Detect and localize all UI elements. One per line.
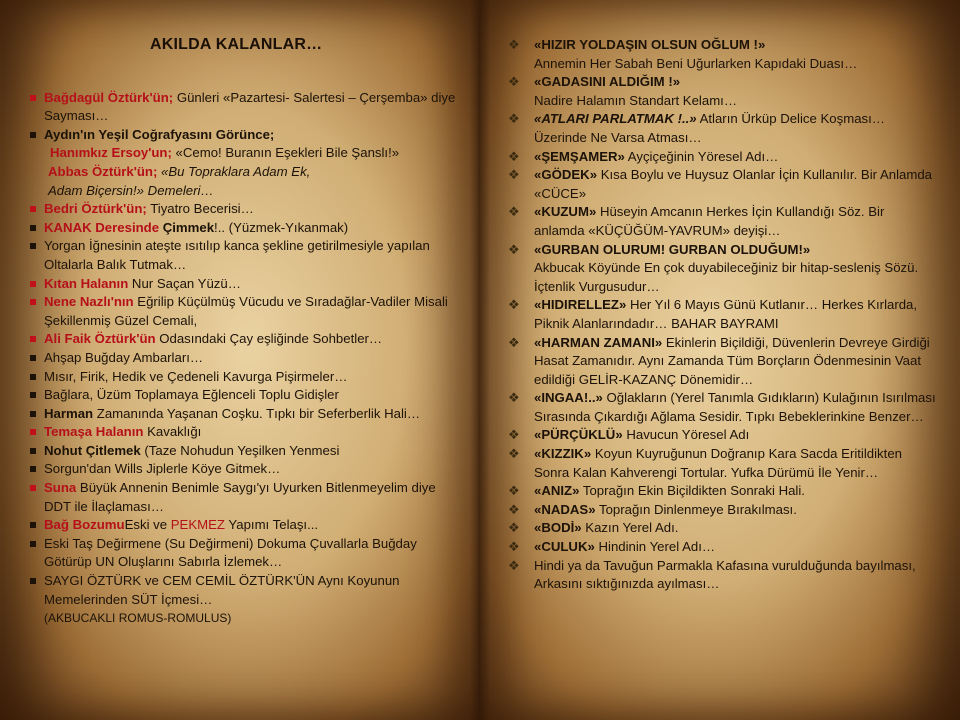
memory-text: Bağlara, Üzüm Toplamaya Eğlenceli Toplu Gidişler xyxy=(44,387,339,403)
diamond-bullet-icon: ❖ xyxy=(508,501,520,517)
memory-text: Ahşap Buğday Ambarları… xyxy=(44,349,204,365)
memory-text: Mısır, Firik, Hedik ve Çedeneli Kavurga Pişirmeler… xyxy=(44,368,348,384)
glossary-item xyxy=(508,482,938,501)
glossary-term: «GÖDEK» xyxy=(534,167,598,183)
memory-item xyxy=(30,516,462,535)
memory-item xyxy=(30,200,462,219)
glossary-item xyxy=(508,445,938,482)
memory-text: Odasındaki Çay eşliğinde Sohbetler… xyxy=(155,331,383,347)
glossary-term: «ŞEMŞAMER» xyxy=(534,148,625,164)
memory-text: Yapımı Telaşı... xyxy=(225,517,319,533)
memory-item xyxy=(30,219,462,238)
glossary-definition: Hindi ya da Tavuğun Parmakla Kafasına vurulduğunda bayılması, Arkasını sıktığınızda ayılması… xyxy=(534,557,916,592)
glossary-definition: Toprağın Dinlenmeye Bırakılması. xyxy=(595,501,797,517)
glossary-definition: Koyun Kuyruğunun Doğranıp Kara Sacda Eritildikten Sonra Kalan Kahverengi Tortular. Yufka Dürümü İle Yenir… xyxy=(534,446,902,480)
memory-text: Sorgun'dan Wills Jiplerle Köye Gitmek… xyxy=(44,461,281,477)
memory-item xyxy=(30,442,462,461)
memory-item xyxy=(30,89,462,126)
memory-item xyxy=(30,405,462,424)
diamond-bullet-icon: ❖ xyxy=(508,390,520,406)
memory-text: (Taze Nohudun Yeşilken Yenmesi xyxy=(140,442,340,458)
glossary-term: «ANIZ» xyxy=(534,483,580,499)
glossary-term: «HIZIR YOLDAŞIN OLSUN OĞLUM !» xyxy=(534,37,766,52)
memory-item xyxy=(30,479,462,516)
memory-text: Bağ Bozumu xyxy=(44,517,125,533)
glossary-definition: Hüseyin Amcanın Herkes İçin Kullandığı Söz. Bir anlamda «KÜÇÜĞÜM-YAVRUM» deyişi… xyxy=(534,204,885,238)
memory-item xyxy=(30,535,462,572)
memory-item xyxy=(30,275,462,294)
glossary-item xyxy=(508,501,938,520)
glossary-item xyxy=(508,389,938,426)
memory-text: Harman xyxy=(44,405,94,421)
diamond-bullet-icon: ❖ xyxy=(508,483,520,499)
memory-item xyxy=(30,182,462,201)
memory-text: Adam Biçersin!» Demeleri… xyxy=(48,182,214,198)
glossary-definition: Havucun Yöresel Adı xyxy=(622,427,750,443)
diamond-bullet-icon: ❖ xyxy=(508,74,520,90)
glossary-item xyxy=(508,73,938,110)
diamond-bullet-icon: ❖ xyxy=(508,167,520,183)
memory-text: Abbas Öztürk'ün; xyxy=(48,163,158,179)
glossary-definition: Her Yıl 6 Mayıs Günü Kutlanır… Herkes Kırlarda, Piknik Alanlarındadır… BAHAR BAYRAMI xyxy=(534,297,918,331)
memory-text: Çimmek xyxy=(162,219,215,235)
glossary-definition: Oğlakların (Yerel Tanımla Gıdıkların) Kulağının Isırılması Sırasında Çıkardığı Ağlama Sesidir. Tıpkı Bebeklerinkine Benzer… xyxy=(534,390,936,424)
memory-text: Tiyatro Becerisi… xyxy=(146,201,254,217)
memory-item xyxy=(30,423,462,442)
glossary-item xyxy=(508,203,938,240)
glossary-term: «HIDIRELLEZ» xyxy=(534,297,627,313)
diamond-bullet-icon: ❖ xyxy=(508,334,520,350)
glossary-item xyxy=(508,334,938,390)
memory-text: Kavaklığı xyxy=(143,424,202,440)
glossary-term: «NADAS» xyxy=(534,501,596,517)
memory-text: !.. (Yüzmek-Yıkanmak) xyxy=(214,219,349,235)
memory-text: Kıtan Halanın xyxy=(44,275,129,291)
memory-item xyxy=(30,144,462,163)
diamond-bullet-icon: ❖ xyxy=(508,297,520,313)
left-page-content xyxy=(30,36,462,628)
glossary-definition: Toprağın Ekin Biçildikten Sonraki Hali. xyxy=(579,483,805,499)
diamond-bullet-icon: ❖ xyxy=(508,446,520,462)
memories-list xyxy=(30,89,462,610)
glossary-item xyxy=(508,36,938,73)
memory-text: Temaşa Halanın xyxy=(44,424,144,440)
memory-text: Ali Faik Öztürk'ün xyxy=(44,331,156,347)
glossary-term: «KIZZIK» xyxy=(534,446,592,462)
glossary-item xyxy=(508,110,938,147)
memory-text: Eğrilip Küçülmüş Vücudu ve Sıradağlar-Vadiler Misali Şekillenmiş Güzel Cemali, xyxy=(44,294,448,328)
memory-text: Eski xyxy=(124,517,154,533)
glossary-term: «GADASINI ALDIĞIM !» xyxy=(534,74,681,90)
glossary-definition: Atların Ürküp Delice Koşması… Üzerinde Ne Varsa Atması… xyxy=(534,111,885,145)
glossary-term: «CULUK» xyxy=(534,539,595,555)
glossary-definition: Hindinin Yerel Adı… xyxy=(594,539,716,555)
memory-text: PEKMEZ xyxy=(170,517,225,533)
glossary-item xyxy=(508,426,938,445)
memory-item xyxy=(30,572,462,609)
glossary-item xyxy=(508,241,938,297)
glossary-definition: Ayçiçeğinin Yöresel Adı… xyxy=(624,148,779,164)
glossary-item xyxy=(508,519,938,538)
memory-item xyxy=(30,386,462,405)
memory-text: KANAK Deresinde xyxy=(44,219,163,235)
glossary-definition: Kazın Yerel Adı. xyxy=(581,520,679,536)
memory-item xyxy=(30,460,462,479)
memory-text: Nene Nazlı'nın xyxy=(44,294,134,310)
glossary-item xyxy=(508,166,938,203)
memory-text: Zamanında Yaşanan Coşku. Tıpkı bir Seferberlik Hali… xyxy=(93,405,421,421)
memory-text: Aydın'ın Yeşil Coğrafyasını Görünce; xyxy=(44,126,275,142)
glossary-definition: Akbucak Köyünde En çok duyabileceğiniz bir hitap-sesleniş Sözü. İçtenlik Vurgusudur… xyxy=(534,260,919,294)
page-title: AKILDA KALANLAR… xyxy=(150,36,323,53)
memory-item xyxy=(30,368,462,387)
glossary-term: «BODİ» xyxy=(534,520,582,536)
memory-text: Eski Taş Değirmene (Su Değirmeni) Dokuma Çuvallarla Buğday Götürüp UN Oluşlarını Sabırla İzlemek… xyxy=(44,535,417,570)
memory-text: Nur Saçan Yüzü… xyxy=(128,275,241,291)
glossary-item xyxy=(508,148,938,167)
memory-item xyxy=(30,126,462,145)
diamond-bullet-icon: ❖ xyxy=(508,37,520,52)
diamond-bullet-icon: ❖ xyxy=(508,241,520,257)
memory-text: Bedri Öztürk'ün; xyxy=(44,201,147,217)
memory-text: Suna xyxy=(44,480,77,496)
memory-item xyxy=(30,237,462,274)
glossary-term: «INGAA!..» xyxy=(534,390,603,406)
memory-text: SAYGI ÖZTÜRK ve CEM CEMİL ÖZTÜRK'ÜN Aynı Koyunun Memelerinden SÜT İçmesi… xyxy=(44,573,400,607)
memory-text: Büyük Annenin Benimle Saygı'yı Uyurken Bitlenmeyelim diye DDT ile İlaçlaması… xyxy=(44,480,436,514)
glossary-definition: Ekinlerin Biçildiği, Düvenlerin Devreye Girdiği Hasat Zamanıdır. Aynı Zamanda Tüm Borçların Ödenmesinin Vaat edildiği GELİR-KAZANÇ Dönemidir… xyxy=(534,334,930,387)
glossary-definition: Nadire Halamın Standart Kelamı… xyxy=(534,92,738,108)
glossary-list xyxy=(508,36,938,594)
memory-text: «Bu Topraklara Adam Ek, xyxy=(157,163,311,179)
memory-text: Nohut Çitlemek xyxy=(44,442,141,458)
glossary-definition: Annemin Her Sabah Beni Uğurlarken Kapıdaki Duası… xyxy=(534,55,858,71)
memory-text: Hanımkız Ersoy'un; xyxy=(50,145,172,161)
glossary-term: «ATLARI PARLATMAK !..» xyxy=(534,111,697,127)
memory-item xyxy=(30,163,462,182)
memory-text: Günleri «Pazartesi- Salertesi – Çerşemba» diye Sayması… xyxy=(44,89,456,124)
diamond-bullet-icon: ❖ xyxy=(508,204,520,220)
signature: (AKBUCAKLI ROMUS-ROMULUS) xyxy=(44,611,232,626)
memory-text: Bağdagül Öztürk'ün; xyxy=(44,89,174,105)
glossary-term: «KUZUM» xyxy=(534,204,597,220)
glossary-item xyxy=(508,296,938,333)
glossary-item xyxy=(508,557,938,594)
glossary-definition: Kısa Boylu ve Huysuz Olanlar İçin Kullanılır. Bir Anlamda «CÜCE» xyxy=(534,167,932,201)
memory-text: «Cemo! Buranın Eşekleri Bile Şanslı!» xyxy=(171,145,400,161)
glossary-item xyxy=(508,538,938,557)
diamond-bullet-icon: ❖ xyxy=(508,111,520,127)
diamond-bullet-icon: ❖ xyxy=(508,148,520,164)
diamond-bullet-icon: ❖ xyxy=(508,557,520,573)
memory-text: Yorgan İğnesinin ateşte ısıtılıp kanca şekline getirilmesiyle yapılan Oltalarla Balık Tutmak… xyxy=(44,238,430,272)
glossary-term: «HARMAN ZAMANI» xyxy=(534,334,663,350)
diamond-bullet-icon: ❖ xyxy=(508,427,520,443)
book-spine xyxy=(470,0,490,720)
glossary-term: «GURBAN OLURUM! GURBAN OLDUĞUM!» xyxy=(534,241,811,257)
memory-item xyxy=(30,293,462,330)
right-page-content xyxy=(508,36,938,594)
diamond-bullet-icon: ❖ xyxy=(508,520,520,536)
memory-item xyxy=(30,349,462,368)
diamond-bullet-icon: ❖ xyxy=(508,539,520,555)
memory-item xyxy=(30,330,462,349)
glossary-term: «PÜRÇÜKLÜ» xyxy=(534,427,623,443)
memory-text: ve xyxy=(153,517,171,533)
